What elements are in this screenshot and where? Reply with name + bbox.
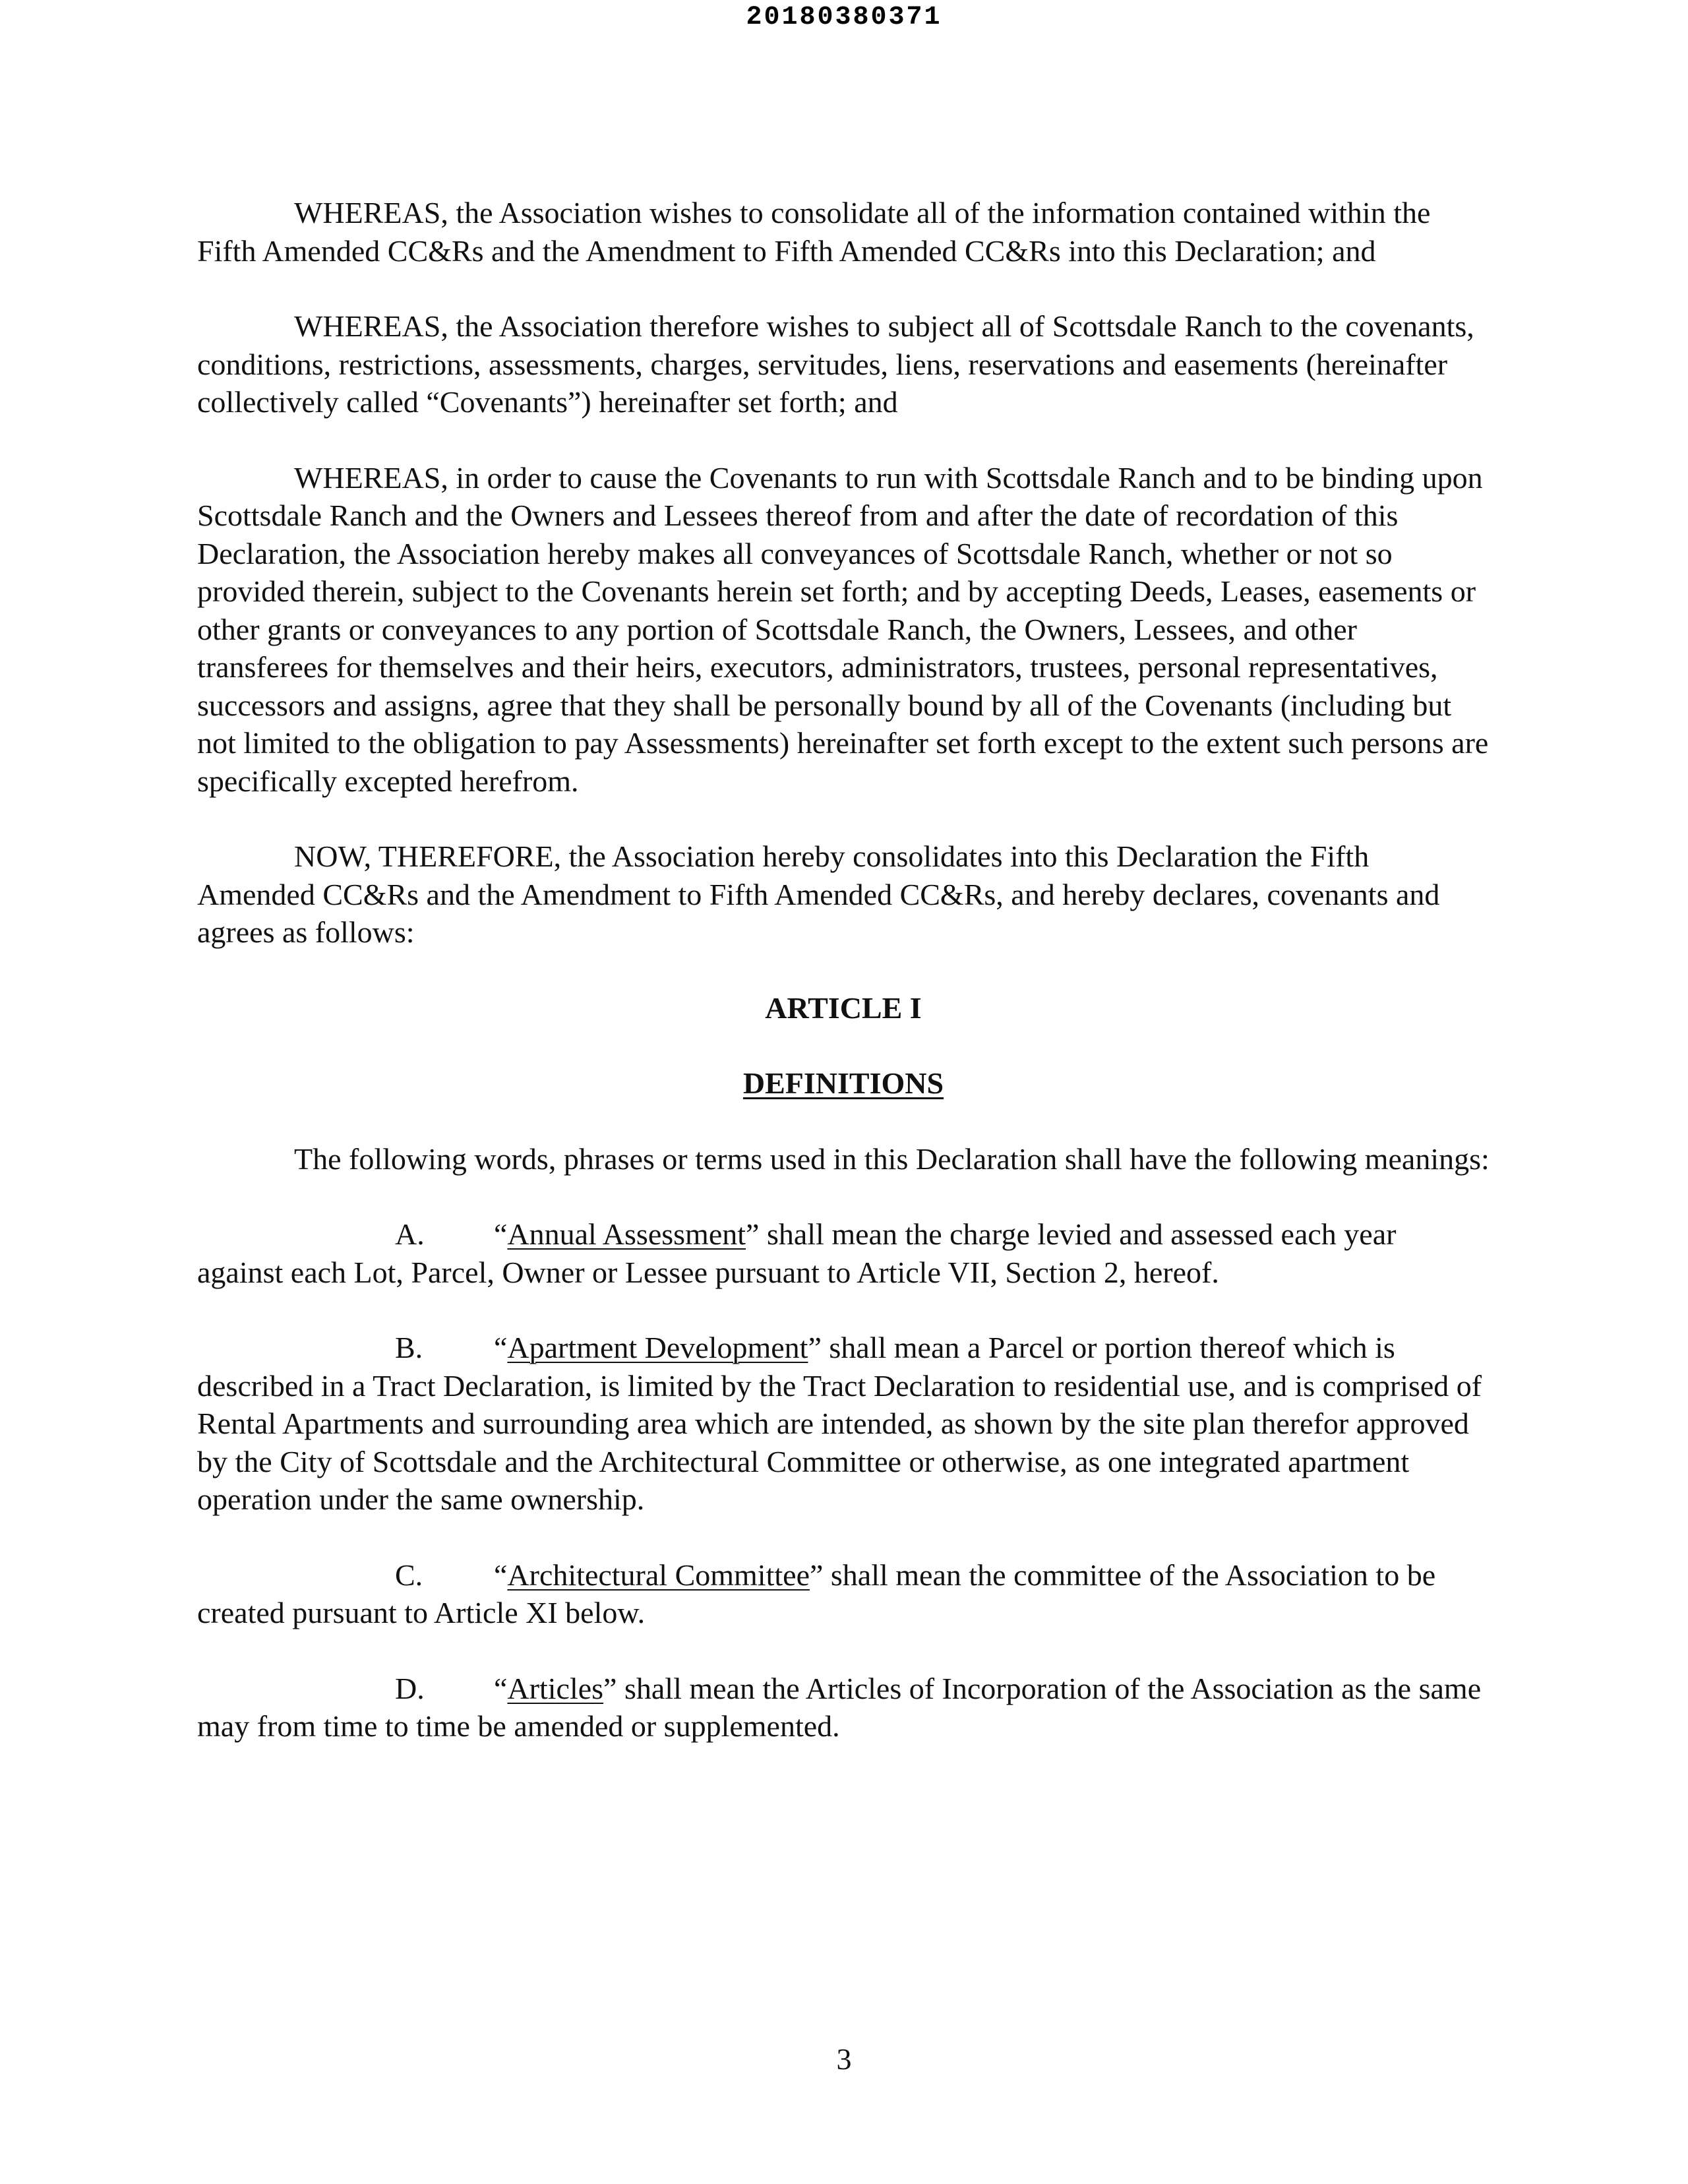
definition-a — [197, 1215, 1490, 1291]
definition-text: ” shall mean the Articles of Incorporation of the Association as the same may from time to time be amended or supplemented. — [197, 1671, 1482, 1743]
definition-open-quote: “ — [494, 1558, 508, 1592]
page-number: 3 — [836, 2042, 852, 2076]
definition-term: Apartment Development — [507, 1331, 808, 1364]
definition-open-quote: “ — [494, 1671, 508, 1705]
definition-text: ” shall mean the committee of the Association to be created pursuant to Article XI below. — [197, 1558, 1436, 1629]
article-number: ARTICLE I — [765, 990, 922, 1025]
document-body — [197, 194, 1490, 1783]
definition-letter: D. — [395, 1671, 425, 1705]
definition-d — [197, 1670, 1490, 1745]
recording-number: 20180380371 — [746, 3, 942, 32]
definition-b — [197, 1329, 1490, 1519]
definition-text: ” shall mean the charge levied and assessed each year against each Lot, Parcel, Owner or Lessee pursuant to Article VII, Section 2, hereof. — [197, 1217, 1397, 1289]
definition-term: Architectural Committee — [507, 1558, 810, 1592]
definition-term: Articles — [507, 1671, 604, 1705]
definition-letter: B. — [395, 1331, 423, 1364]
whereas-paragraph-3: WHEREAS, in order to cause the Covenants to run with Scottsdale Ranch and to be binding upon Scottsdale Ranch and the Owners and Lessees thereof from and after the date of recordation of this Declaration, the Association hereby makes all conveyances of Scottsdale Ranch, whether or not so provided therein, subject to the Covenants herein set forth; and by accepting Deeds, Leases, easements or other grants or conveyances to any portion of Scottsdale Ranch, the Owners, Lessees, and other transferees for themselves and their heirs, executors, administrators, trustees, personal representatives, successors and assigns, agree that they shall be personally bound by all of the Covenants (including but not limited to the obligation to pay Assessments) hereinafter set forth except to the extent such persons are specifically excepted herefrom. — [197, 460, 1489, 798]
definition-term: Annual Assessment — [507, 1217, 746, 1251]
article-title — [197, 1064, 1490, 1103]
definition-open-quote: “ — [494, 1217, 508, 1251]
article-title-text: DEFINITIONS — [742, 1066, 944, 1100]
definition-letter: A. — [395, 1217, 425, 1251]
definitions-intro: The following words, phrases or terms used in this Declaration shall have the following meanings: — [294, 1141, 1490, 1176]
definition-open-quote: “ — [494, 1331, 508, 1364]
now-therefore-paragraph: NOW, THEREFORE, the Association hereby consolidates into this Declaration the Fifth Amended CC&Rs and the Amendment to Fifth Amended CC&Rs, and hereby declares, covenants and agrees as follows: — [197, 839, 1440, 949]
whereas-paragraph-1: WHEREAS, the Association wishes to consolidate all of the information contained within the Fifth Amended CC&Rs and the Amendment to Fifth Amended CC&Rs into this Declaration; and — [197, 196, 1431, 268]
definition-letter: C. — [395, 1558, 423, 1592]
definition-text: ” shall mean a Parcel or portion thereof which is described in a Tract Declaration, is limited by the Tract Declaration to residential use, and is comprised of Rental Apartments and surrounding area which are intended, as shown by the site plan therefor approved by the City of Scottsdale and the Architectural Committee or otherwise, as one integrated apartment operation under the same ownership. — [197, 1331, 1482, 1516]
definition-c — [197, 1556, 1490, 1632]
whereas-paragraph-2: WHEREAS, the Association therefore wishes to subject all of Scottsdale Ranch to the covenants, conditions, restrictions, assessments, charges, servitudes, liens, reservations and easements (hereinafter collectively called “Covenants”) hereinafter set forth; and — [197, 309, 1474, 419]
